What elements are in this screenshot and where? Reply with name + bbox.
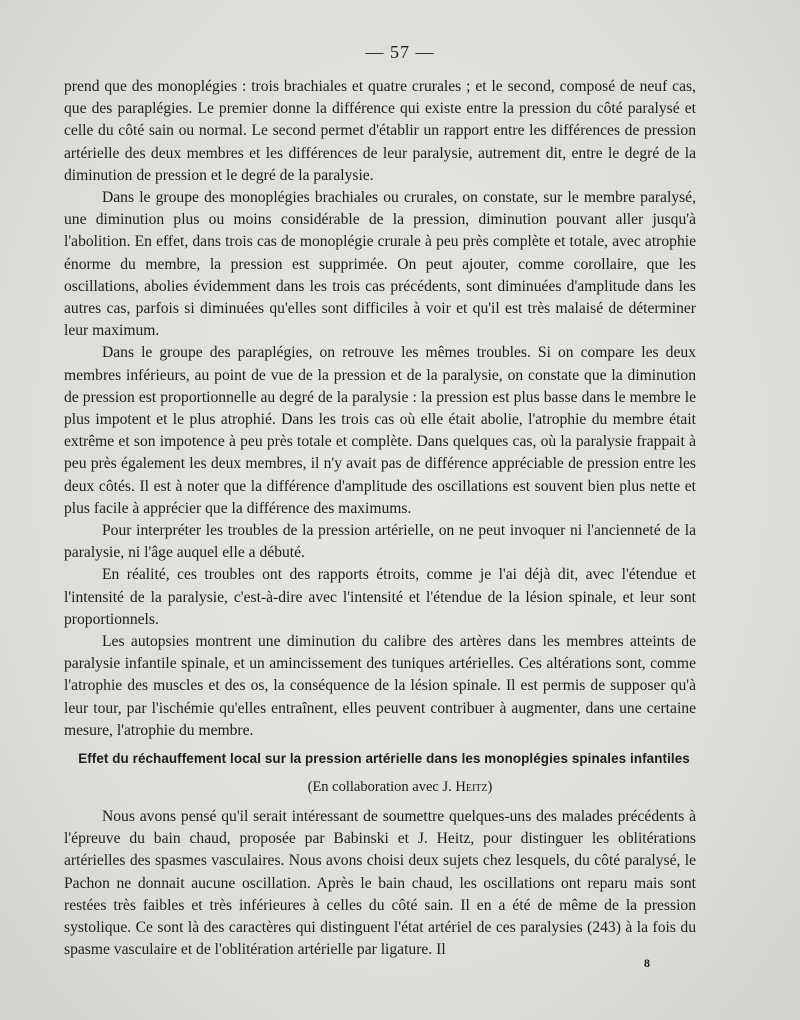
signature-mark: 8 bbox=[644, 956, 650, 970]
paragraph-continued: prend que des monoplégies : trois brachiales et quatre crurales ; et le second, composé de neuf cas, que des paraplégies. Le premier donne la différence qui existe entre la pression du côté paralysé et celle du côté sain ou normal. Le second permet d'établir un rapport entre les différences de pression artérielle des deux membres et les différences de leur paralysie, autrement dit, entre le degré de la diminution de pression et le degré de la paralysie. bbox=[64, 78, 696, 184]
subtitle-prefix: (En collaboration avec J. bbox=[307, 779, 456, 795]
paragraph-interpretation: Pour interpréter les troubles de la pression artérielle, on ne peut invoquer ni l'ancienneté de la paralysie, ni l'âge auquel elle a débuté. bbox=[64, 522, 696, 562]
page-number: — 57 — bbox=[365, 42, 435, 62]
subtitle-suffix: ) bbox=[487, 779, 493, 795]
section-title: Effet du réchauffement local sur la pression artérielle dans les monoplégies spinales infantiles bbox=[78, 751, 690, 766]
subtitle-author: Heitz bbox=[455, 779, 488, 795]
paragraph-rapports: En réalité, ces troubles ont des rapports étroits, comme je l'ai déjà dit, avec l'étendue et l'intensité de la paralysie, c'est-à-dire avec l'intensité et l'étendue de la lésion spinale, et leur sont proportionnels. bbox=[64, 566, 696, 628]
paragraph-bain-chaud: Nous avons pensé qu'il serait intéressant de soumettre quelques-uns des malades précédents à l'épreuve du bain chaud, proposée par Babinski et J. Heitz, pour distinguer les oblitérations artérielles des spasmes vasculaires. Nous avons choisi deux sujets chez lesquels, du côté paralysé, le Pachon ne donnait aucune oscillation. Après le bain chaud, les oscillations ont reparu mais sont restées très faibles et très inférieures à celles du côté sain. Il en a été de même de la pression systolique. Ce sont là des caractères qui distinguent l'état artériel de ces paralysies (243) à la fois du spasme vasculaire et de l'oblitération artérielle par ligature. Il bbox=[64, 808, 696, 959]
section-body bbox=[64, 806, 696, 961]
paragraph-monoplegies: Dans le groupe des monoplégies brachiales ou crurales, on constate, sur le membre paralysé, une diminution plus ou moins considérable de la pression, diminution pouvant aller jusqu'à l'abolition. En effet, dans trois cas de monoplégie crurale à peu près complète et totale, avec atrophie énorme du membre, la pression est supprimée. On peut ajouter, comme corollaire, que les oscillations, abolies évidemment dans les trois cas précédents, sont diminuées d'amplitude dans les autres cas, parfois si diminuées qu'elles sont difficiles à voir et qu'il est très malaisé de déterminer leur maximum. bbox=[64, 189, 696, 340]
body-text bbox=[64, 76, 696, 742]
paragraph-paraplegies: Dans le groupe des paraplégies, on retrouve les mêmes troubles. Si on compare les deux membres inférieurs, au point de vue de la pression et de la paralysie, on constate que la diminution de pression est proportionnelle au degré de la paralysie : la pression est plus basse dans le membre le plus impotent et le plus atrophié. Dans les trois cas où elle était abolie, l'atrophie du membre était extrême et son impotence à peu près totale et complète. Dans quelques cas, où la paralysie frappait à peu près également les deux membres, il n'y avait pas de différence appréciable de pression entre les deux côtés. Il est à noter que la différence d'amplitude des oscillations est souvent bien plus nette et plus facile à apprécier que la différence des maximums. bbox=[64, 344, 696, 517]
section-subtitle bbox=[0, 779, 800, 796]
paragraph-autopsies: Les autopsies montrent une diminution du calibre des artères dans les membres atteints de paralysie infantile spinale, et un amincissement des tuniques artérielles. Ces altérations sont, comme l'atrophie des muscles et des os, la conséquence de la lésion spinale. Il est permis de supposer qu'à leur tour, par l'ischémie qu'elles entraînent, elles peuvent contribuer à augmenter, dans une certaine mesure, l'atrophie du membre. bbox=[64, 633, 696, 739]
